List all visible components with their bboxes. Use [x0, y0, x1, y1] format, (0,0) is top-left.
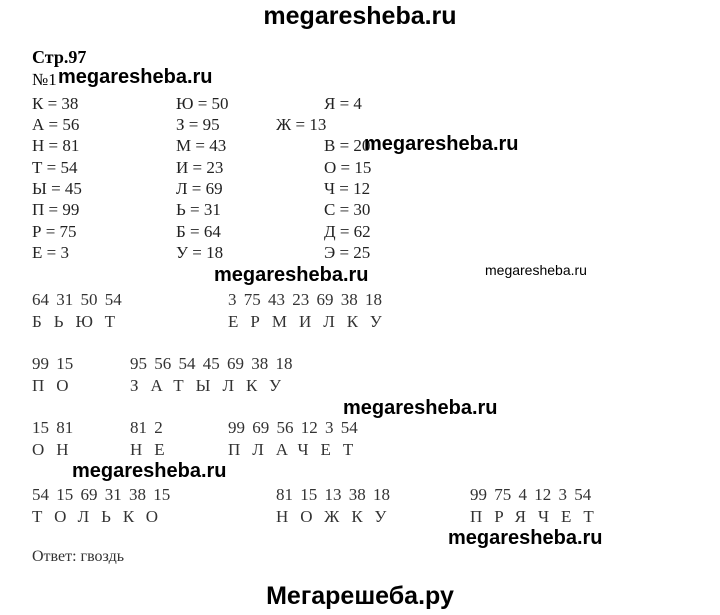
cipher-entry: А = 56	[32, 115, 80, 134]
cipher-entry: Б = 64	[176, 222, 221, 241]
page-label: Стр.97	[32, 47, 87, 67]
cipher-entry: Л = 69	[176, 179, 223, 198]
cipher-entry: У = 18	[176, 243, 224, 262]
decoded-word: НОЖКУ	[276, 507, 399, 526]
site-footer: Мегарешеба.ру	[266, 582, 454, 610]
cipher-entry: П = 99	[32, 200, 80, 219]
decoded-word: НЕ	[130, 440, 177, 459]
code-numbers: 99 69 56 12 3 54	[228, 418, 358, 437]
exercise-number: №1	[32, 70, 57, 89]
code-numbers: 54 15 69 31 38 15	[32, 485, 171, 504]
watermark: megaresheba.ru	[485, 262, 587, 278]
decoded-word: ЕРМИЛКУ	[228, 312, 394, 331]
cipher-entry: Е = 3	[32, 243, 69, 262]
cipher-entry: Ы = 45	[32, 179, 82, 198]
code-numbers: 95 56 54 45 69 38 18	[130, 354, 293, 373]
watermark: megaresheba.ru	[448, 527, 603, 549]
cipher-entry: Н = 81	[32, 136, 80, 155]
cipher-entry: Ж = 13	[276, 115, 327, 134]
code-numbers: 3 75 43 23 69 38 18	[228, 290, 382, 309]
site-header: megaresheba.ru	[263, 2, 457, 30]
decoded-word: ЗАТЫЛКУ	[130, 376, 294, 395]
cipher-entry: Ч = 12	[324, 179, 371, 198]
code-numbers: 64 31 50 54	[32, 290, 122, 309]
cipher-entry: И = 23	[176, 158, 224, 177]
cipher-entry: В = 20	[324, 136, 371, 155]
cipher-entry: К = 38	[32, 94, 79, 113]
code-numbers: 81 15 13 38 18	[276, 485, 390, 504]
watermark: megaresheba.ru	[72, 460, 227, 482]
cipher-entry: Ю = 50	[176, 94, 229, 113]
decoded-word: БЬЮТ	[32, 312, 127, 331]
cipher-entry: М = 43	[176, 136, 227, 155]
cipher-entry: Э = 25	[324, 243, 371, 262]
code-numbers: 99 75 4 12 3 54	[470, 485, 592, 504]
decoded-word: ПО	[32, 376, 81, 395]
cipher-entry: Т = 54	[32, 158, 78, 177]
answer-text: Ответ: гвоздь	[32, 548, 125, 565]
watermark: megaresheba.ru	[214, 264, 369, 286]
cipher-entry: Я = 4	[324, 94, 362, 113]
cipher-entry: О = 15	[324, 158, 372, 177]
watermark: megaresheba.ru	[343, 397, 498, 419]
decoded-word: ПЛАЧЕТ	[228, 440, 366, 459]
code-numbers: 15 81	[32, 418, 74, 437]
cipher-entry: З = 95	[176, 115, 220, 134]
decoded-word: ТОЛЬКО	[32, 507, 171, 526]
decoded-word: ОН	[32, 440, 81, 459]
cipher-entry: Р = 75	[32, 222, 77, 241]
code-numbers: 99 15	[32, 354, 74, 373]
decoded-word: ПРЯЧЕТ	[470, 507, 606, 526]
watermark: megaresheba.ru	[58, 66, 213, 88]
watermark: megaresheba.ru	[364, 133, 519, 155]
cipher-entry: С = 30	[324, 200, 371, 219]
cipher-entry: Д = 62	[324, 222, 371, 241]
code-numbers: 81 2	[130, 418, 163, 437]
cipher-entry: Ь = 31	[176, 200, 221, 219]
